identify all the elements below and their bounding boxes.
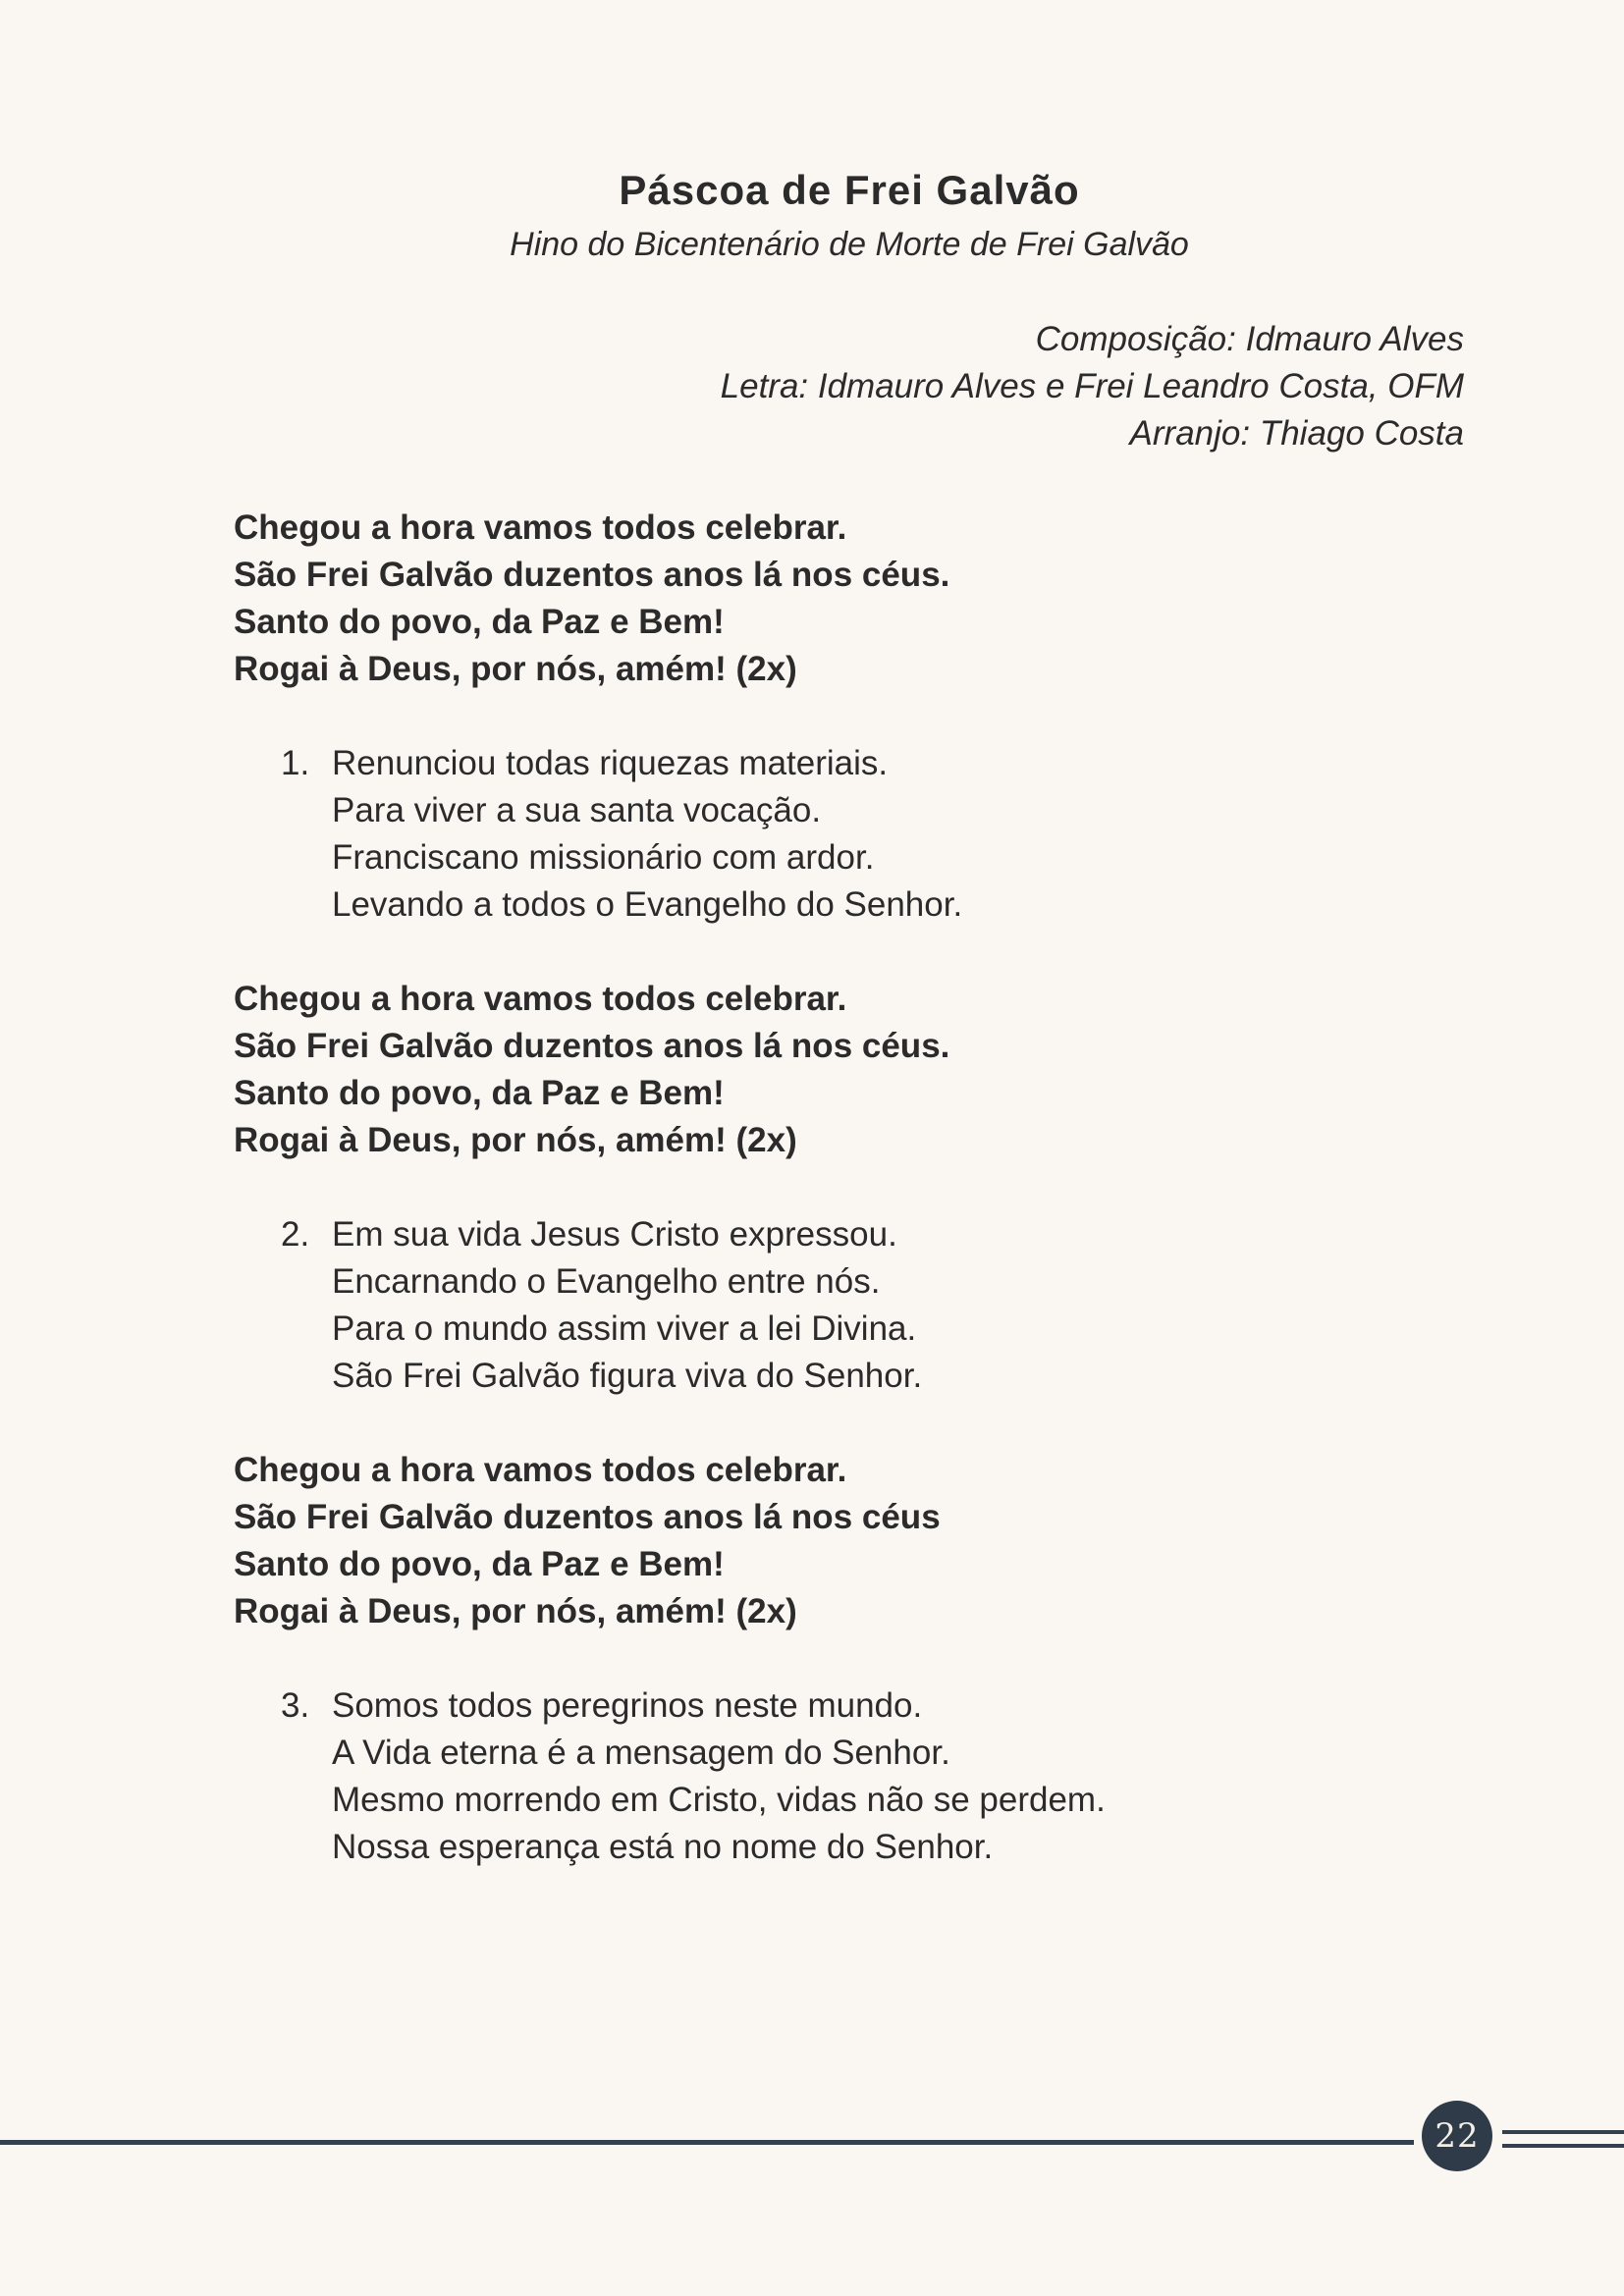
- credits: [721, 316, 1464, 457]
- verse-line: Para o mundo assim viver a lei Divina.: [332, 1309, 917, 1348]
- verse-number: 1.: [281, 744, 310, 782]
- page-number-badge: 22: [1422, 2101, 1492, 2171]
- verse-line: Mesmo morrendo em Cristo, vidas não se perdem.: [332, 1781, 1106, 1819]
- song-body: [234, 505, 1461, 1918]
- refrain-line: São Frei Galvão duzentos anos lá nos céus.: [234, 1027, 950, 1065]
- refrain-line: Rogai à Deus, por nós, amém! (2x): [234, 650, 797, 688]
- verse-number: 3.: [281, 1686, 310, 1725]
- verse-line: Levando a todos o Evangelho do Senhor.: [332, 885, 963, 924]
- verse-line: Renunciou todas riquezas materiais.: [332, 744, 889, 782]
- refrain-block: [234, 505, 1461, 693]
- verse-block: [234, 740, 1461, 929]
- verse-line: Em sua vida Jesus Cristo expressou.: [332, 1215, 897, 1254]
- song-subtitle: Hino do Bicentenário de Morte de Frei Galvão: [510, 226, 1189, 263]
- verse-lines: [332, 1682, 1106, 1871]
- verse-number: 2.: [281, 1215, 310, 1254]
- credit-lyrics: Letra: Idmauro Alves e Frei Leandro Costa, OFM: [720, 367, 1464, 405]
- verse-line: A Vida eterna é a mensagem do Senhor.: [332, 1734, 950, 1772]
- verse-line: Nossa esperança está no nome do Senhor.: [332, 1828, 994, 1866]
- refrain-line: Chegou a hora vamos todos celebrar.: [234, 980, 847, 1018]
- verse-lines: [332, 740, 962, 929]
- footer-divider: [0, 2140, 1414, 2145]
- refrain-block: [234, 976, 1461, 1164]
- refrain-line: Chegou a hora vamos todos celebrar.: [234, 1451, 847, 1489]
- verse-line: Somos todos peregrinos neste mundo.: [332, 1686, 923, 1725]
- verse-line: Franciscano missionário com ardor.: [332, 838, 875, 877]
- verse-block: [234, 1682, 1461, 1871]
- credit-composition: Composição: Idmauro Alves: [1035, 320, 1464, 358]
- refrain-line: Santo do povo, da Paz e Bem!: [234, 603, 725, 641]
- verse-lines: [332, 1211, 922, 1400]
- refrain-block: [234, 1447, 1461, 1635]
- refrain-line: Santo do povo, da Paz e Bem!: [234, 1074, 725, 1112]
- verse-line: São Frei Galvão figura viva do Senhor.: [332, 1357, 923, 1395]
- refrain-line: Santo do povo, da Paz e Bem!: [234, 1545, 725, 1583]
- song-title: Páscoa de Frei Galvão: [619, 167, 1080, 213]
- refrain-line: Chegou a hora vamos todos celebrar.: [234, 508, 847, 547]
- verse-line: Para viver a sua santa vocação.: [332, 791, 822, 829]
- verse-block: [234, 1211, 1461, 1400]
- credit-arrangement: Arranjo: Thiago Costa: [1129, 414, 1464, 453]
- verse-line: Encarnando o Evangelho entre nós.: [332, 1262, 881, 1301]
- refrain-line: São Frei Galvão duzentos anos lá nos céus.: [234, 556, 950, 594]
- refrain-line: Rogai à Deus, por nós, amém! (2x): [234, 1121, 797, 1159]
- refrain-line: São Frei Galvão duzentos anos lá nos céus: [234, 1498, 941, 1536]
- footer-divider-right-top: [1502, 2130, 1624, 2134]
- footer-divider-right-bottom: [1502, 2144, 1624, 2148]
- refrain-line: Rogai à Deus, por nós, amém! (2x): [234, 1592, 797, 1630]
